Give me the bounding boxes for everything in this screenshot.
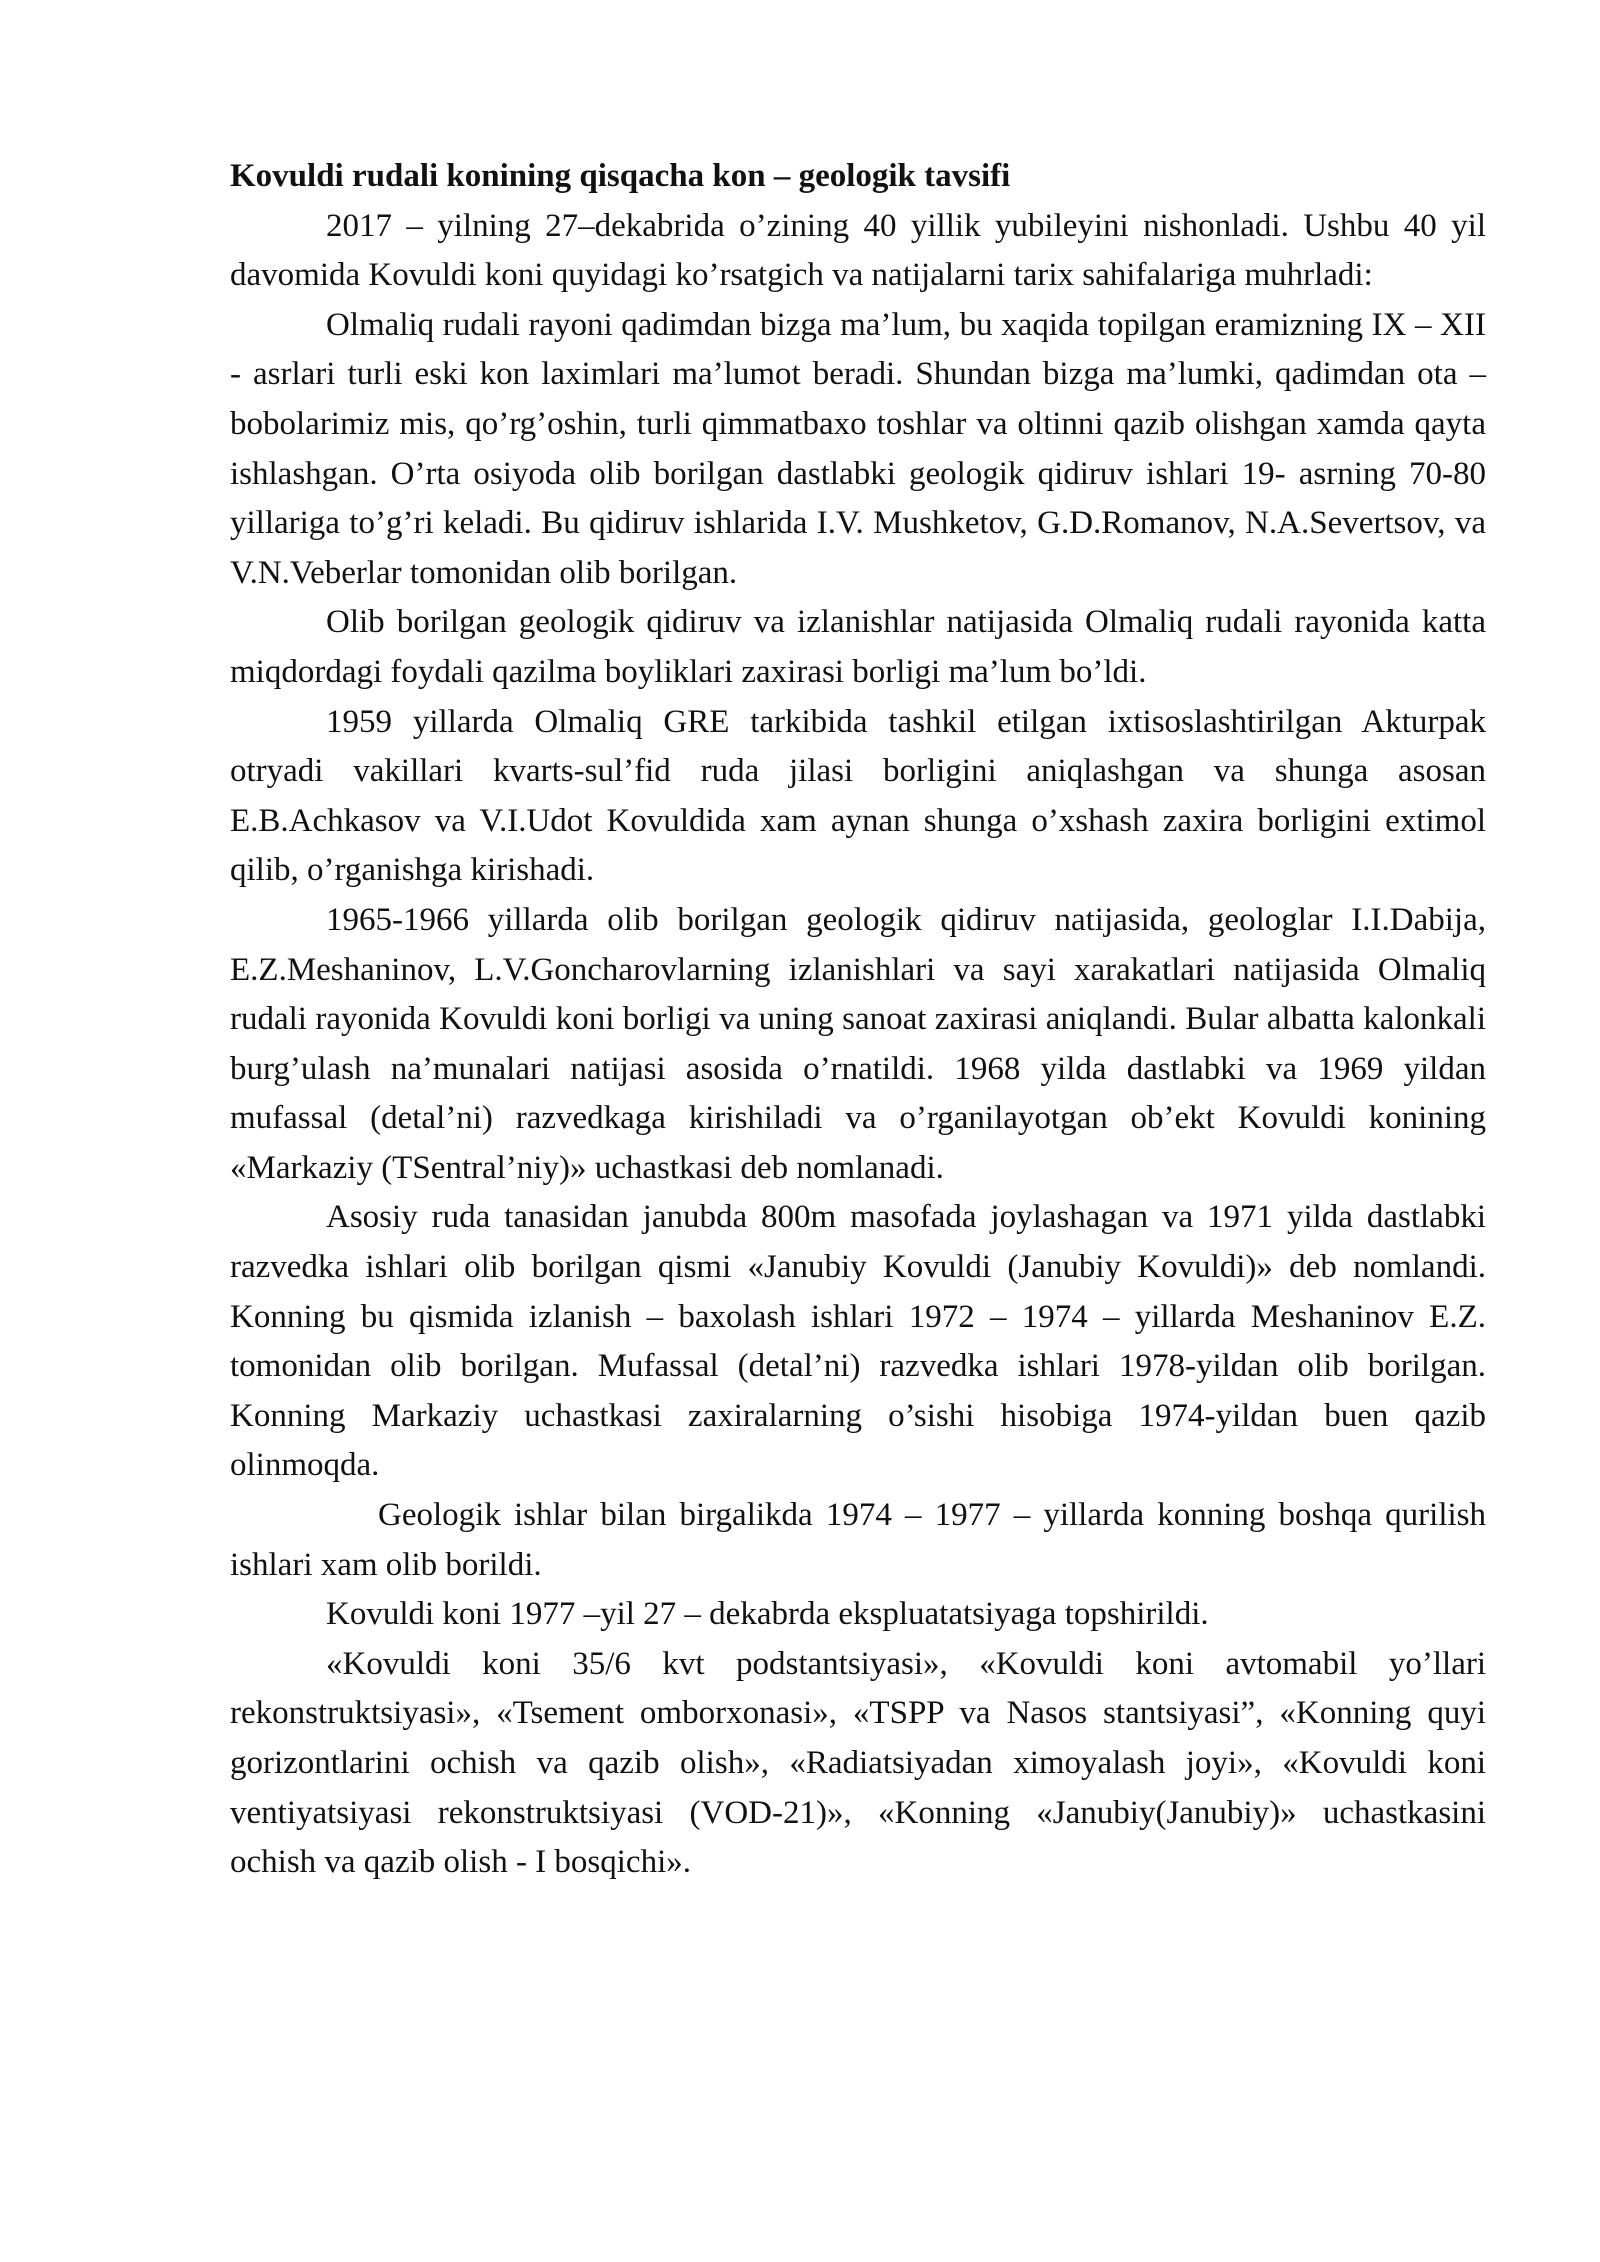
document-page — [230, 152, 1486, 1888]
paragraph-1959: 1959 yillarda Olmaliq GRE tarkibida tashkil etilgan ixtisoslashtirilgan Akturpak otryadi vakillari kvarts-sul’fid ruda jilasi borligini aniqlashgan va shunga asosan E.B.Achkasov va V.I.Udot Kovuldida xam aynan shunga o’xshash zaxira borligini extimol qilib, o’rganishga kirishadi. — [230, 703, 1486, 889]
paragraph-anniversary: 2017 – yilning 27–dekabrida o’zining 40 yillik yubileyini nishonladi. Ushbu 40 yil davomida Kovuldi koni quyidagi ko’rsatgich va natijalarni tarix sahifalariga muhrladi: — [230, 207, 1486, 294]
paragraph-exploitation: Kovuldi koni 1977 –yil 27 – dekabrda ekspluatatsiyaga topshirildi. — [326, 1596, 1209, 1633]
paragraph-reserves: Olib borilgan geologik qidiruv va izlanishlar natijasida Olmaliq rudali rayonida katta miqdordagi foydali qazilma boyliklari zaxirasi borligi ma’lum bo’ldi. — [230, 604, 1486, 690]
paragraph-projects: «Kovuldi koni 35/6 kvt podstantsiyasi», «Kovuldi koni avtomabil yo’llari rekonstruktsiyasi», «Tsement omborxonasi», «TSPP va Nasos stantsiyasi”, «Konning quyi gorizontlarini ochish va qazib olish», «Radiatsiyadan ximoyalash joyi», «Kovuldi koni ventiyatsiyasi rekonstruktsiyasi (VOD-21)», «Konning «Janubiy(Janubiy)» uchastkasini ochish va qazib olish - I bosqichi». — [230, 1645, 1486, 1881]
paragraph-construction: Geologik ishlar bilan birgalikda 1974 – 1977 – yillarda konning boshqa qurilish ishlari xam olib borildi. — [230, 1497, 1486, 1583]
paragraph-history: Olmaliq rudali rayoni qadimdan bizga ma’lum, bu xaqida topilgan eramizning IX – XII - asrlari turli eski kon laximlari ma’lumot beradi. Shundan bizga ma’lumki, qadimdan ota – bobolarimiz mis, qo’rg’oshin, turli qimmatbaxo toshlar va oltinni qazib olishgan xamda qayta ishlashgan. O’rta osiyoda olib borilgan dastlabki geologik qidiruv ishlari 19- asrning 70-80 yillariga to’g’ri keladi. Bu qidiruv ishlarida I.V. Mushketov, G.D.Romanov, N.A.Severtsov, va V.N.Veberlar tomonidan olib borilgan. — [230, 306, 1486, 591]
paragraph-southern-part: Asosiy ruda tanasidan janubda 800m masofada joylashagan va 1971 yilda dastlabki razvedka ishlari olib borilgan qismi «Janubiy Kovuldi (Janubiy Kovuldi)» deb nomlandi. Konning bu qismida izlanish – baxolash ishlari 1972 – 1974 – yillarda Meshaninov E.Z. tomonidan olib borilgan. Mufassal (detal’ni) razvedka ishlari 1978-yildan olib borilgan. Konning Markaziy uchastkasi zaxiralarning o’sishi hisobiga 1974-yildan buen qazib olinmoqda. — [230, 1199, 1486, 1484]
paragraph-1965: 1965-1966 yillarda olib borilgan geologik qidiruv natijasida, geologlar I.I.Dabija, E.Z.Meshaninov, L.V.Goncharovlarning izlanishlari va sayi xarakatlari natijasida Olmaliq rudali rayonida Kovuldi koni borligi va uning sanoat zaxirasi aniqlandi. Bular albatta kalonkali burg’ulash na’munalari natijasi asosida o’rnatildi. 1968 yilda dastlabki va 1969 yildan mufassal (detal’ni) razvedkaga kirishiladi va o’rganilayotgan ob’ekt Kovuldi konining «Markaziy (TSentral’niy)» uchastkasi deb nomlanadi. — [230, 901, 1486, 1186]
document-title: Kovuldi rudali konining qisqacha kon – geologik tavsifi — [230, 158, 1011, 194]
